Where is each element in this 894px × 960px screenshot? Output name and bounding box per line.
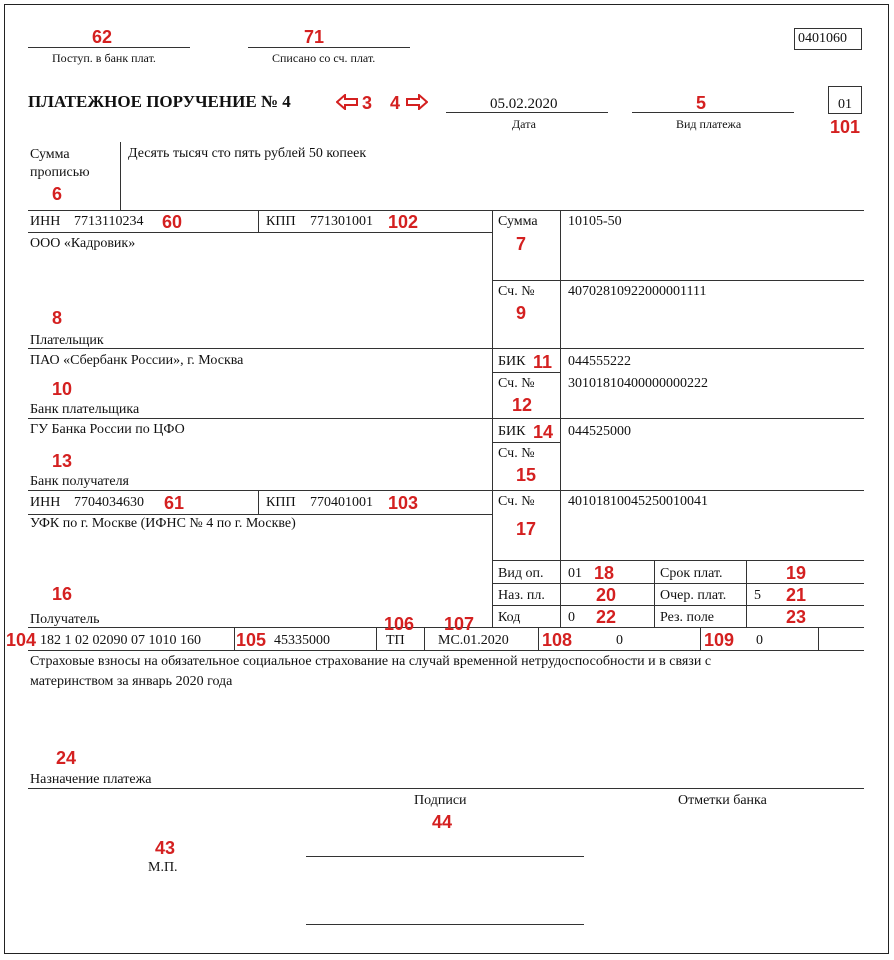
- ocher-label: Очер. плат.: [660, 588, 727, 603]
- bank-marks-label: Отметки банка: [678, 793, 767, 808]
- payer-bank-label: Банк плательщика: [30, 402, 140, 417]
- debited-label: Списано со сч. плат.: [272, 51, 376, 65]
- arrow-right-icon: [406, 94, 428, 110]
- amount-words-value: Десять тысяч сто пять рублей 50 копеек: [128, 146, 367, 161]
- date-label: Дата: [512, 117, 536, 131]
- field-number-20: 20: [596, 585, 617, 605]
- form-code: 0401060: [798, 31, 847, 46]
- grid-line-ops-top: [492, 560, 864, 561]
- payment-kind-line: [632, 112, 794, 113]
- field-number-21: 21: [786, 585, 807, 605]
- field-number-22: 22: [596, 607, 617, 627]
- ocher-value: 5: [754, 588, 761, 603]
- payee-inn-label: ИНН: [30, 495, 61, 510]
- field-number-71: 71: [304, 27, 325, 47]
- grid-vline-inn-kpp-1: [258, 210, 259, 232]
- naz-pl-label: Наз. пл.: [498, 588, 545, 603]
- basis-value: ТП: [386, 633, 405, 648]
- grid-vline-budget-3: [424, 627, 425, 650]
- field-number-108: 108: [542, 630, 573, 650]
- payer-bank-bik-label: БИК: [498, 354, 526, 369]
- field-number-13: 13: [52, 451, 73, 471]
- payer-account-label: Сч. №: [498, 284, 535, 299]
- amount-words-label-line1: Сумма: [30, 147, 70, 162]
- payee-label: Получатель: [30, 612, 100, 627]
- payer-bank-bik: 044555222: [568, 354, 631, 369]
- grid-line-inn-2: [28, 514, 492, 515]
- field-number-102: 102: [388, 212, 419, 232]
- grid-vline-inn-kpp-2: [258, 490, 259, 514]
- grid-line-top: [28, 210, 864, 211]
- grid-vline-ops-1: [654, 560, 655, 627]
- payee-bank-account-label: Сч. №: [498, 446, 535, 461]
- payer-status: 01: [838, 97, 852, 112]
- field-number-43: 43: [155, 838, 176, 858]
- payer-inn-label: ИНН: [30, 214, 61, 229]
- grid-line-bik-1: [492, 372, 560, 373]
- payment-kind-label: Вид платежа: [676, 117, 742, 131]
- amount-words-label: [30, 146, 90, 182]
- grid-line-purpose: [28, 788, 864, 789]
- field-number-104: 104: [6, 630, 37, 650]
- field-number-62: 62: [92, 27, 113, 47]
- grid-line-ops-1: [492, 583, 864, 584]
- vid-op-value: 01: [568, 566, 582, 581]
- payer-label: Плательщик: [30, 333, 104, 348]
- payee-bank-label: Банк получателя: [30, 474, 129, 489]
- date-line: [446, 112, 608, 113]
- field-number-24: 24: [56, 748, 77, 768]
- kod-label: Код: [498, 610, 521, 625]
- field-number-17: 17: [516, 519, 537, 539]
- field-number-61: 61: [164, 493, 185, 513]
- document-title: ПЛАТЕЖНОЕ ПОРУЧЕНИЕ № 4: [28, 92, 291, 111]
- grid-vline-ops-2: [746, 560, 747, 627]
- grid-line-budget-bottom: [28, 650, 864, 651]
- signatures-label: Подписи: [414, 793, 467, 808]
- received-label: Поступ. в банк плат.: [52, 51, 156, 65]
- grid-line-bik-2: [492, 442, 560, 443]
- field-number-44: 44: [432, 812, 453, 832]
- kod-value: 0: [568, 610, 575, 625]
- field-number-107: 107: [444, 614, 475, 634]
- field-number-15: 15: [516, 465, 537, 485]
- payee-account: 40101810045250010041: [568, 494, 708, 509]
- grid-vline-budget-6: [818, 627, 819, 650]
- field-number-3: 3: [362, 93, 373, 113]
- oktmo-value: 45335000: [274, 633, 330, 648]
- purpose-line-1: Страховые взносы на обязательное социальное страхование на случай временной нетрудоспособности и в связи с: [30, 654, 712, 669]
- payer-bank-name: ПАО «Сбербанк России», г. Москва: [30, 353, 244, 368]
- payee-bank-name: ГУ Банка России по ЦФО: [30, 422, 185, 437]
- payer-inn: 7713110234: [74, 214, 144, 229]
- stamp-label: М.П.: [148, 860, 178, 875]
- amount-words-divider: [120, 142, 121, 210]
- grid-line-ops-2: [492, 605, 864, 606]
- payee-name: УФК по г. Москве (ИФНС № 4 по г. Москве): [30, 516, 296, 531]
- field-number-9: 9: [516, 303, 527, 323]
- field-number-18: 18: [594, 563, 615, 583]
- field-number-101: 101: [830, 117, 861, 137]
- purpose-label: Назначение платежа: [30, 772, 152, 787]
- grid-line-payee-bank: [28, 490, 864, 491]
- grid-vline-budget-5: [700, 627, 701, 650]
- field-number-109: 109: [704, 630, 735, 650]
- vid-op-label: Вид оп.: [498, 566, 544, 581]
- grid-line-payer-bank: [28, 418, 864, 419]
- field-number-23: 23: [786, 607, 807, 627]
- purpose-line-2: материнством за январь 2020 года: [30, 674, 233, 689]
- field-number-105: 105: [236, 630, 267, 650]
- payee-account-label: Сч. №: [498, 494, 535, 509]
- kbk-value: 182 1 02 02090 07 1010 160: [40, 633, 201, 648]
- field-number-7: 7: [516, 234, 527, 254]
- amount-words-label-line2: прописью: [30, 165, 90, 180]
- doc-number-value: 0: [616, 633, 623, 648]
- arrow-left-icon: [336, 94, 358, 110]
- payee-inn: 7704034630: [74, 495, 144, 510]
- grid-vline-budget-4: [538, 627, 539, 650]
- period-value: МС.01.2020: [438, 633, 509, 648]
- field-number-10: 10: [52, 379, 73, 399]
- payee-kpp-label: КПП: [266, 495, 296, 510]
- field-number-19: 19: [786, 563, 807, 583]
- field-number-5: 5: [696, 93, 707, 113]
- debited-line: [248, 47, 410, 48]
- signature-line-1: [306, 856, 584, 857]
- received-line: [28, 47, 190, 48]
- field-number-11: 11: [533, 352, 553, 372]
- grid-vline-budget-1: [234, 627, 235, 650]
- field-number-6: 6: [52, 184, 63, 204]
- payer-account: 40702810922000001111: [568, 284, 707, 299]
- payer-name: ООО «Кадровик»: [30, 236, 136, 251]
- grid-line-inn-1: [28, 232, 492, 233]
- rez-label: Рез. поле: [660, 610, 715, 625]
- grid-vline-budget-2: [376, 627, 377, 650]
- field-number-60: 60: [162, 212, 183, 232]
- payer-bank-account: 30101810400000000222: [568, 376, 708, 391]
- payee-bank-bik: 044525000: [568, 424, 631, 439]
- field-number-12: 12: [512, 395, 533, 415]
- amount-value: 10105-50: [568, 214, 622, 229]
- amount-label: Сумма: [498, 214, 538, 229]
- doc-date-value: 0: [756, 633, 763, 648]
- signature-line-2: [306, 924, 584, 925]
- field-number-14: 14: [533, 422, 554, 442]
- payer-kpp: 771301001: [310, 214, 373, 229]
- srok-label: Срок плат.: [660, 566, 723, 581]
- payment-date: 05.02.2020: [490, 96, 558, 112]
- grid-line-payer: [28, 348, 864, 349]
- field-number-4: 4: [390, 93, 401, 113]
- field-number-103: 103: [388, 493, 419, 513]
- field-number-8: 8: [52, 308, 63, 328]
- field-number-106: 106: [384, 614, 415, 634]
- payee-bank-bik-label: БИК: [498, 424, 526, 439]
- field-number-16: 16: [52, 584, 73, 604]
- payer-kpp-label: КПП: [266, 214, 296, 229]
- payer-bank-account-label: Сч. №: [498, 376, 535, 391]
- payee-kpp: 770401001: [310, 495, 373, 510]
- grid-line-amount: [492, 280, 864, 281]
